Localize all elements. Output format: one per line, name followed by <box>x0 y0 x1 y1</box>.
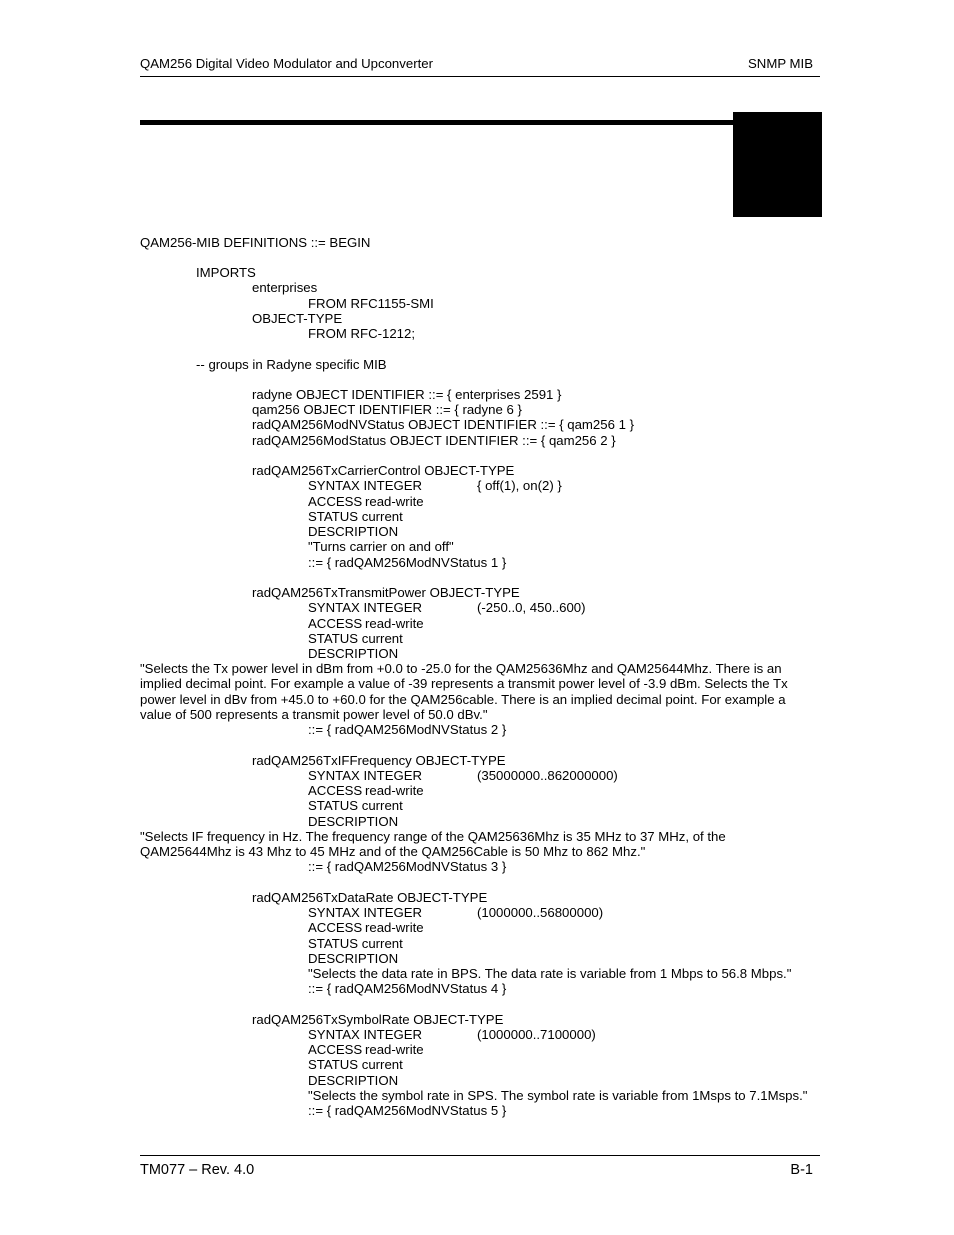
identifier-line: radyne OBJECT IDENTIFIER ::= { enterprises 2591 } <box>252 387 562 402</box>
object-assignment: ::= { radQAM256ModNVStatus 4 } <box>308 981 507 996</box>
object-access: ACCESS <box>308 920 363 935</box>
object-status: STATUS current <box>308 509 403 524</box>
imports-label: IMPORTS <box>196 265 256 280</box>
object-status: STATUS current <box>308 1057 403 1072</box>
chapter-rule <box>140 120 740 125</box>
object-syntax-value: (-250..0, 450..600) <box>477 600 586 615</box>
import-from: FROM RFC1155-SMI <box>308 296 434 311</box>
object-description: "Selects IF frequency in Hz. The frequency range of the QAM25636Mhz is 35 MHz to 37 MHz, of the QAM25644Mhz is 43 Mhz to 45 MHz and of the QAM256Cable is 50 Mhz to 862 Mhz." <box>140 829 726 860</box>
object-name: radQAM256TxSymbolRate OBJECT-TYPE <box>252 1012 504 1027</box>
object-name: radQAM256TxCarrierControl OBJECT-TYPE <box>252 463 515 478</box>
object-syntax: SYNTAX INTEGER <box>308 600 423 615</box>
footer-divider <box>140 1155 820 1156</box>
object-access-value: read-write <box>365 494 424 509</box>
object-status: STATUS current <box>308 798 403 813</box>
object-assignment: ::= { radQAM256ModNVStatus 1 } <box>308 555 507 570</box>
object-assignment: ::= { radQAM256ModNVStatus 2 } <box>308 722 507 737</box>
mib-definitions: QAM256-MIB DEFINITIONS ::= BEGIN <box>140 235 371 250</box>
object-access: ACCESS <box>308 783 363 798</box>
header-section: SNMP MIB <box>748 56 813 71</box>
object-name: radQAM256TxTransmitPower OBJECT-TYPE <box>252 585 520 600</box>
import-from: FROM RFC-1212; <box>308 326 415 341</box>
identifier-line: radQAM256ModStatus OBJECT IDENTIFIER ::= { qam256 2 } <box>252 433 616 448</box>
identifier-line: radQAM256ModNVStatus OBJECT IDENTIFIER ::= { qam256 1 } <box>252 417 634 432</box>
object-access-value: read-write <box>365 920 424 935</box>
import-name: OBJECT-TYPE <box>252 311 343 326</box>
identifier-line: qam256 OBJECT IDENTIFIER ::= { radyne 6 } <box>252 402 522 417</box>
object-name: radQAM256TxIFFrequency OBJECT-TYPE <box>252 753 506 768</box>
object-access: ACCESS <box>308 616 363 631</box>
object-syntax: SYNTAX INTEGER <box>308 1027 423 1042</box>
object-description-label: DESCRIPTION <box>308 951 399 966</box>
header-title: QAM256 Digital Video Modulator and Upconverter <box>140 56 433 71</box>
object-description: "Selects the symbol rate in SPS. The symbol rate is variable from 1Msps to 7.1Msps." <box>308 1088 808 1103</box>
object-description-label: DESCRIPTION <box>308 814 399 829</box>
object-access-value: read-write <box>365 1042 424 1057</box>
object-description-label: DESCRIPTION <box>308 646 399 661</box>
object-description-label: DESCRIPTION <box>308 1073 399 1088</box>
object-syntax: SYNTAX INTEGER <box>308 905 423 920</box>
object-access-value: read-write <box>365 783 424 798</box>
object-access-value: read-write <box>365 616 424 631</box>
object-status: STATUS current <box>308 631 403 646</box>
footer-document-id: TM077 – Rev. 4.0 <box>140 1162 255 1178</box>
groups-comment: -- groups in Radyne specific MIB <box>196 357 387 372</box>
object-syntax: SYNTAX INTEGER <box>308 768 423 783</box>
page-number: B-1 <box>790 1162 813 1178</box>
object-syntax-value: (1000000..7100000) <box>477 1027 596 1042</box>
object-syntax-value: (1000000..56800000) <box>477 905 604 920</box>
object-syntax-value: { off(1), on(2) } <box>477 478 562 493</box>
object-assignment: ::= { radQAM256ModNVStatus 3 } <box>308 859 507 874</box>
object-description: "Turns carrier on and off" <box>308 539 454 554</box>
chapter-tab <box>733 112 822 217</box>
import-name: enterprises <box>252 280 318 295</box>
object-assignment: ::= { radQAM256ModNVStatus 5 } <box>308 1103 507 1118</box>
object-status: STATUS current <box>308 936 403 951</box>
object-access: ACCESS <box>308 494 363 509</box>
object-description: "Selects the Tx power level in dBm from +0.0 to -25.0 for the QAM25636Mhz and QAM25644Mhz. There is an implied decimal point. For example a value of -39 represents a transmit power level of -3.9 dBm. Selects the Tx power level in dBv from +45.0 to +60.0 for the QAM256cable. There is an implied decimal point. For example a value of 500 represents a transmit power level of 50.0 dBv." <box>140 661 788 722</box>
object-description: "Selects the data rate in BPS. The data rate is variable from 1 Mbps to 56.8 Mbps." <box>308 966 792 981</box>
object-access: ACCESS <box>308 1042 363 1057</box>
object-syntax: SYNTAX INTEGER <box>308 478 423 493</box>
object-description-label: DESCRIPTION <box>308 524 399 539</box>
header-divider <box>140 76 820 77</box>
object-name: radQAM256TxDataRate OBJECT-TYPE <box>252 890 488 905</box>
object-syntax-value: (35000000..862000000) <box>477 768 618 783</box>
